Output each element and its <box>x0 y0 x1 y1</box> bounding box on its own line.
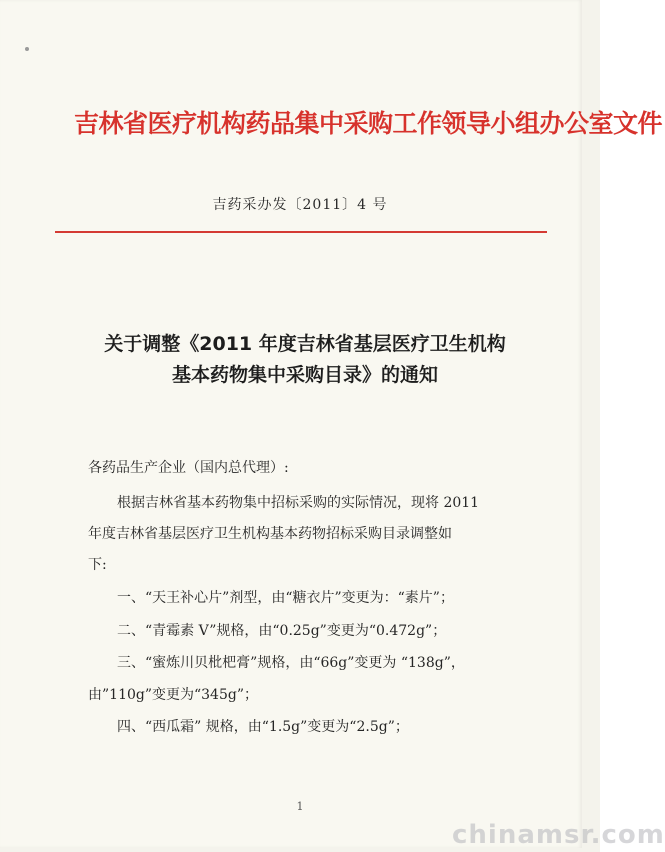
document-number: 吉药采办发〔2011〕4 号 <box>212 197 388 213</box>
issuer-title: 吉林省医疗机构药品集中采购工作领导小组办公室文件 <box>74 109 663 138</box>
adjustment-item-3: 三、“蜜炼川贝枇杷膏”规格，由“66g”变更为 “138g”， <box>117 655 465 671</box>
salutation: 各药品生产企业（国内总代理）: <box>88 460 289 476</box>
adjustment-item-4: 四、“西瓜霜” 规格，由“1.5g”变更为“2.5g”； <box>117 719 409 735</box>
intro-line-3: 下: <box>88 557 107 573</box>
intro-line-2: 年度吉林省基层医疗卫生机构基本药物招标采购目录调整如 <box>88 526 452 542</box>
adjustment-item-1: 一、“天王补心片”剂型，由“糖衣片”变更为：“素片”； <box>117 590 454 606</box>
adjustment-item-3-continued: 由”110g”变更为“345g”； <box>88 687 258 703</box>
scan-speck <box>25 47 29 51</box>
site-watermark: chinamsr.com <box>452 820 665 850</box>
notice-title-line-1: 关于调整《2011 年度吉林省基层医疗卫生机构 <box>104 333 506 355</box>
red-separator-line <box>55 231 547 233</box>
adjustment-item-2: 二、“青霉素 V”规格，由“0.25g”变更为“0.472g”； <box>117 623 447 639</box>
notice-title-line-2: 基本药物集中采购目录》的通知 <box>171 364 438 386</box>
intro-line-1: 根据吉林省基本药物集中招标采购的实际情况，现将 2011 <box>117 495 480 511</box>
page-number: 1 <box>296 800 304 813</box>
